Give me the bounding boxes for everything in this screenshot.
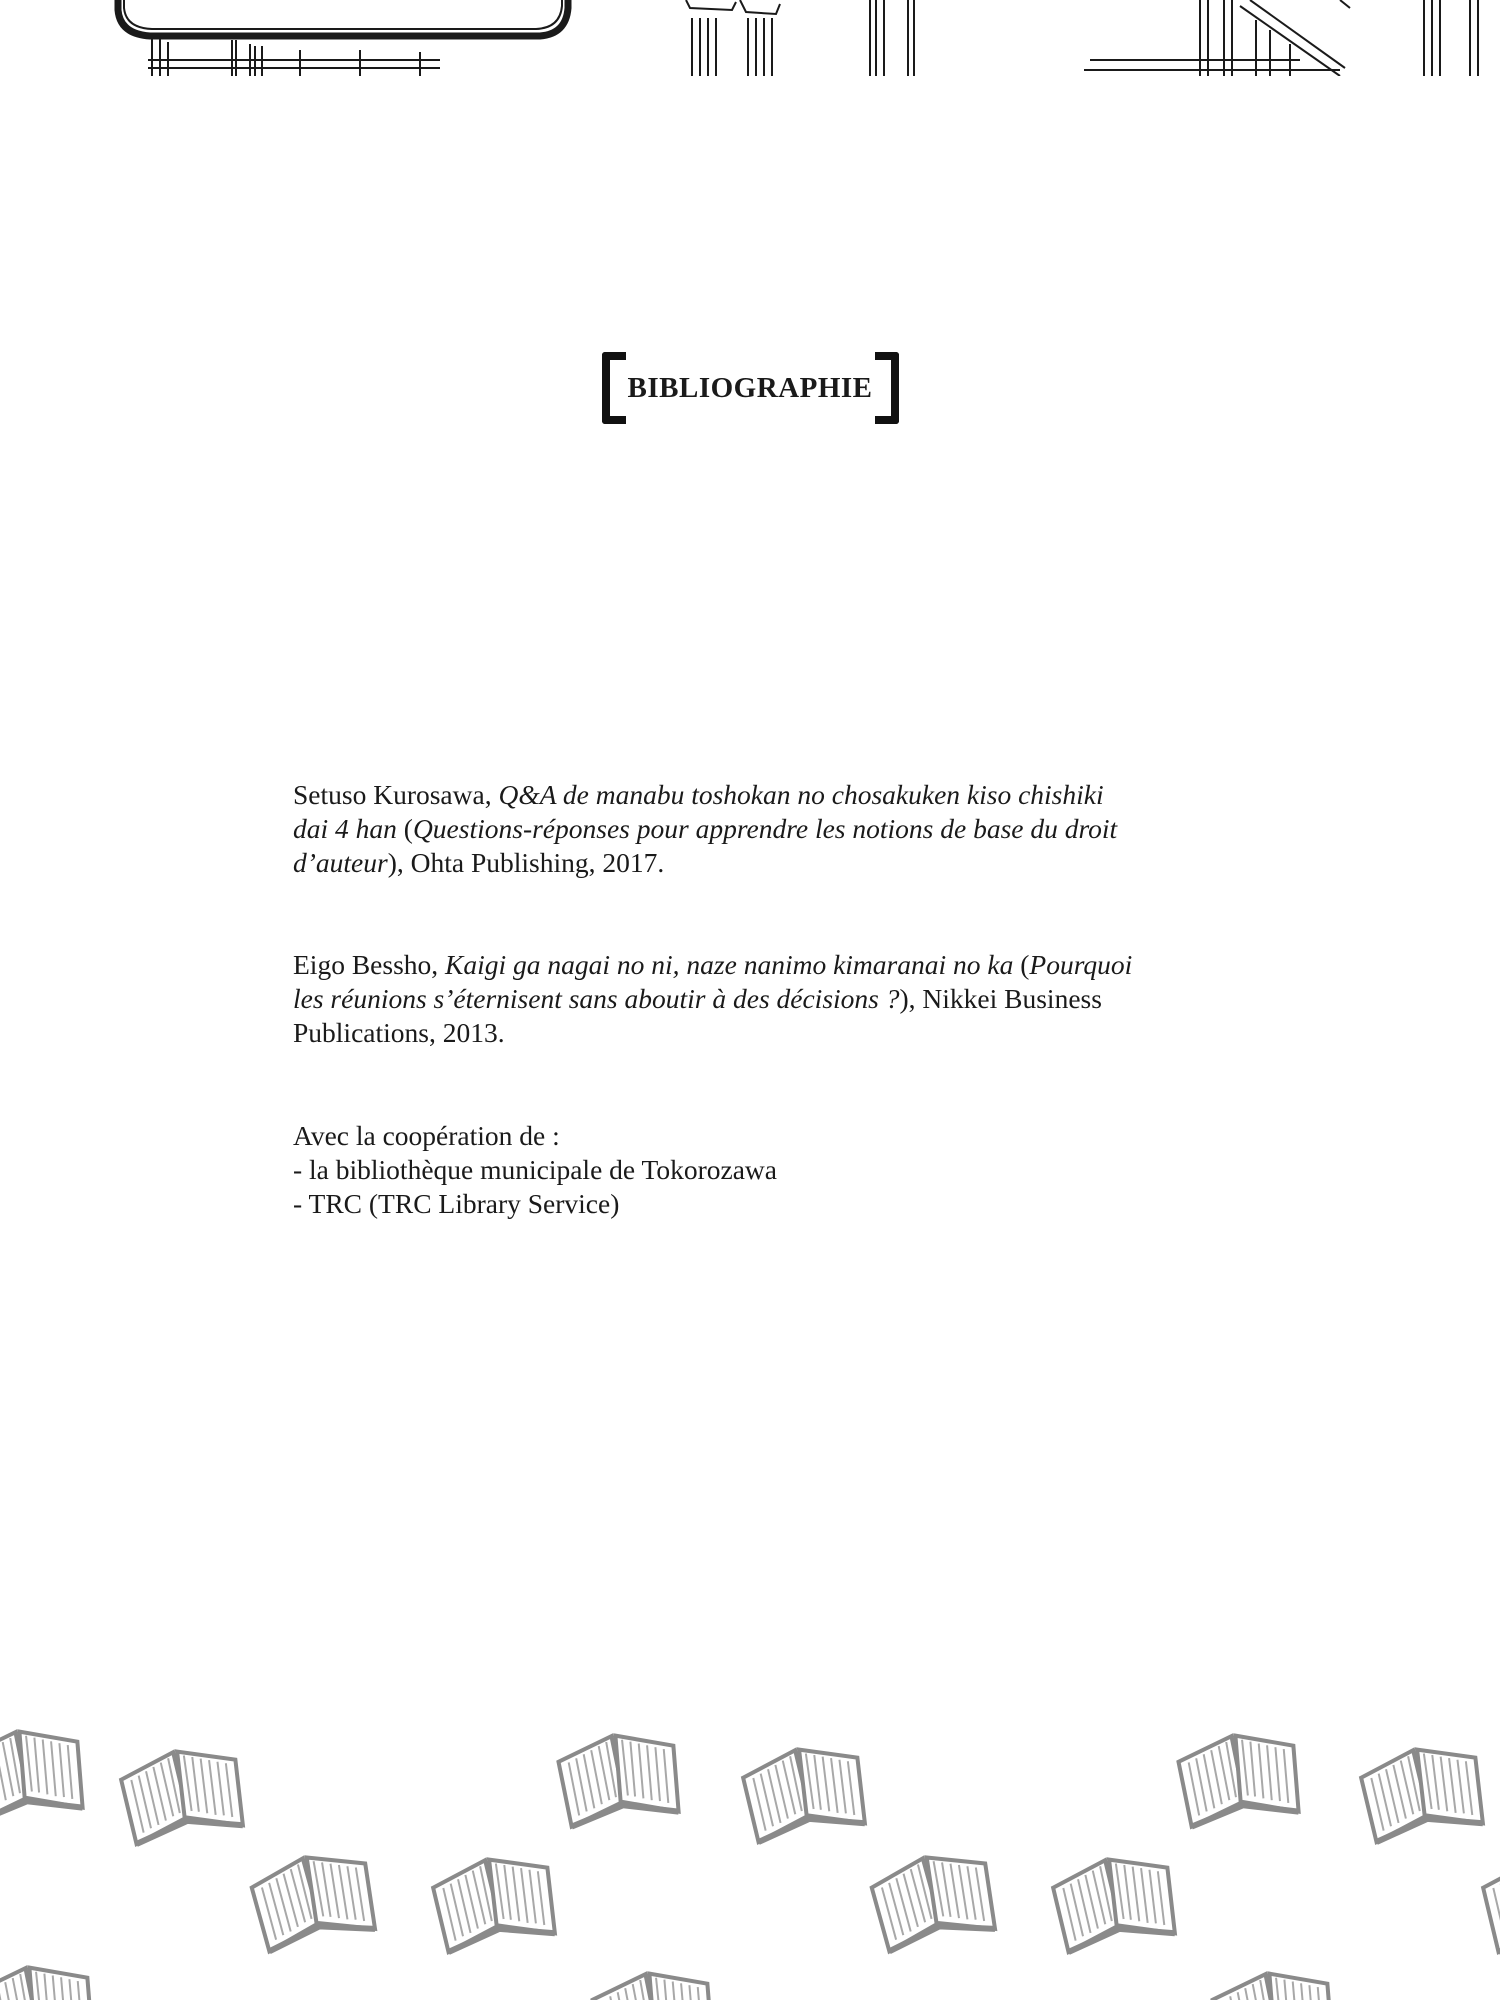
entry-paren: (	[403, 813, 413, 844]
page-title: BIBLIOGRAPHIE	[627, 371, 873, 404]
entry-title-fr: Questions-réponses pour apprendre les notions de base du droit	[412, 813, 1118, 844]
cooperation-item: - la bibliothèque municipale de Tokorozawa	[293, 1154, 778, 1185]
entry-title-fr: d’auteur	[293, 847, 388, 878]
book-pattern-decoration	[0, 1720, 1500, 2000]
entry-author: Setuso Kurosawa,	[293, 779, 499, 810]
entry-paren: (	[1020, 949, 1030, 980]
entry-line	[293, 1016, 1228, 1050]
right-bracket-icon	[875, 352, 899, 424]
cooperation-block	[293, 1119, 1228, 1221]
entry-line	[293, 982, 1228, 1016]
bibliography-heading	[0, 352, 1500, 424]
entry-publisher: Publications, 2013.	[293, 1017, 505, 1048]
entry-line	[293, 846, 1228, 880]
entry-title-fr: Pourquoi	[1029, 949, 1133, 980]
cooperation-item: - TRC (TRC Library Service)	[293, 1188, 620, 1219]
entry-title-fr: les réunions s’éternisent sans aboutir à des décisions ?	[293, 983, 900, 1014]
entry-line	[293, 778, 1228, 812]
left-bracket-icon	[602, 352, 626, 424]
entry-line	[293, 948, 1228, 982]
entry-title-jp: Q&A de manabu toshokan no chosakuken kiso chishiki	[498, 779, 1104, 810]
bibliography-entry-1	[293, 778, 1228, 880]
top-manga-illustration	[0, 0, 1500, 76]
entry-paren: ),	[387, 847, 411, 878]
entry-title-jp: Kaigi ga nagai no ni, naze nanimo kimaranai no ka	[445, 949, 1021, 980]
bibliography-entry-2	[293, 948, 1228, 1050]
entry-publisher: Ohta Publishing, 2017.	[410, 847, 665, 878]
entry-author: Eigo Bessho,	[293, 949, 446, 980]
cooperation-intro: Avec la coopération de :	[293, 1120, 560, 1151]
entry-publisher: Nikkei Business	[922, 983, 1102, 1014]
entry-title-jp: dai 4 han	[293, 813, 404, 844]
entry-line	[293, 812, 1228, 846]
entry-paren: ),	[899, 983, 923, 1014]
